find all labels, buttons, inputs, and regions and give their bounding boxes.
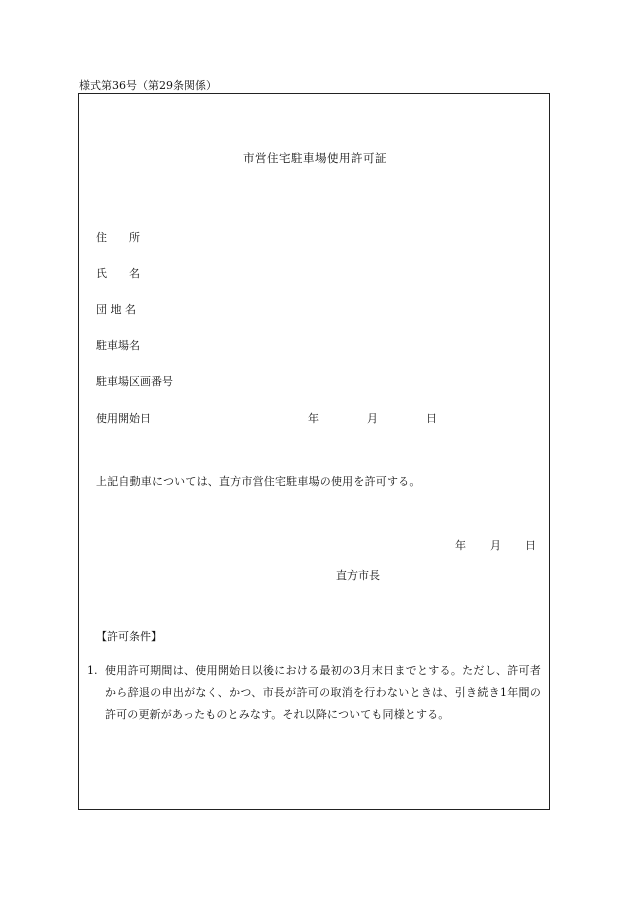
lot-number-label: 駐車場区画番号: [96, 375, 173, 388]
document-title: 市営住宅駐車場使用許可証: [243, 151, 387, 165]
address-label: 住 所: [96, 231, 140, 244]
issue-month-label: 月: [490, 539, 501, 552]
issue-day-label: 日: [525, 539, 536, 552]
condition-item-number: 1.: [87, 664, 98, 677]
complex-label: 団 地 名: [96, 303, 136, 316]
start-date-label: 使用開始日: [96, 412, 151, 425]
start-day-label: 日: [426, 412, 437, 425]
permit-frame: [78, 93, 550, 810]
start-year-label: 年: [308, 412, 319, 425]
name-label: 氏 名: [96, 267, 140, 280]
issue-year-label: 年: [455, 539, 466, 552]
start-month-label: 月: [367, 412, 378, 425]
permit-statement: 上記自動車については、直方市営住宅駐車場の使用を許可する。: [96, 475, 421, 488]
conditions-heading: 【許可条件】: [96, 630, 162, 643]
form-number: 様式第36号（第29条関係）: [79, 79, 217, 92]
condition-item-text: 使用許可期間は、使用開始日以後における最初の3月末日までとする。ただし、許可者から辞退の申出がなく、かつ、市長が許可の取消を行わないときは、引き続き1年間の許可の更新があったものとみなす。それ以降についても同様とする。: [105, 664, 541, 721]
parking-label: 駐車場名: [96, 339, 140, 352]
issuer-name: 直方市長: [336, 569, 380, 582]
